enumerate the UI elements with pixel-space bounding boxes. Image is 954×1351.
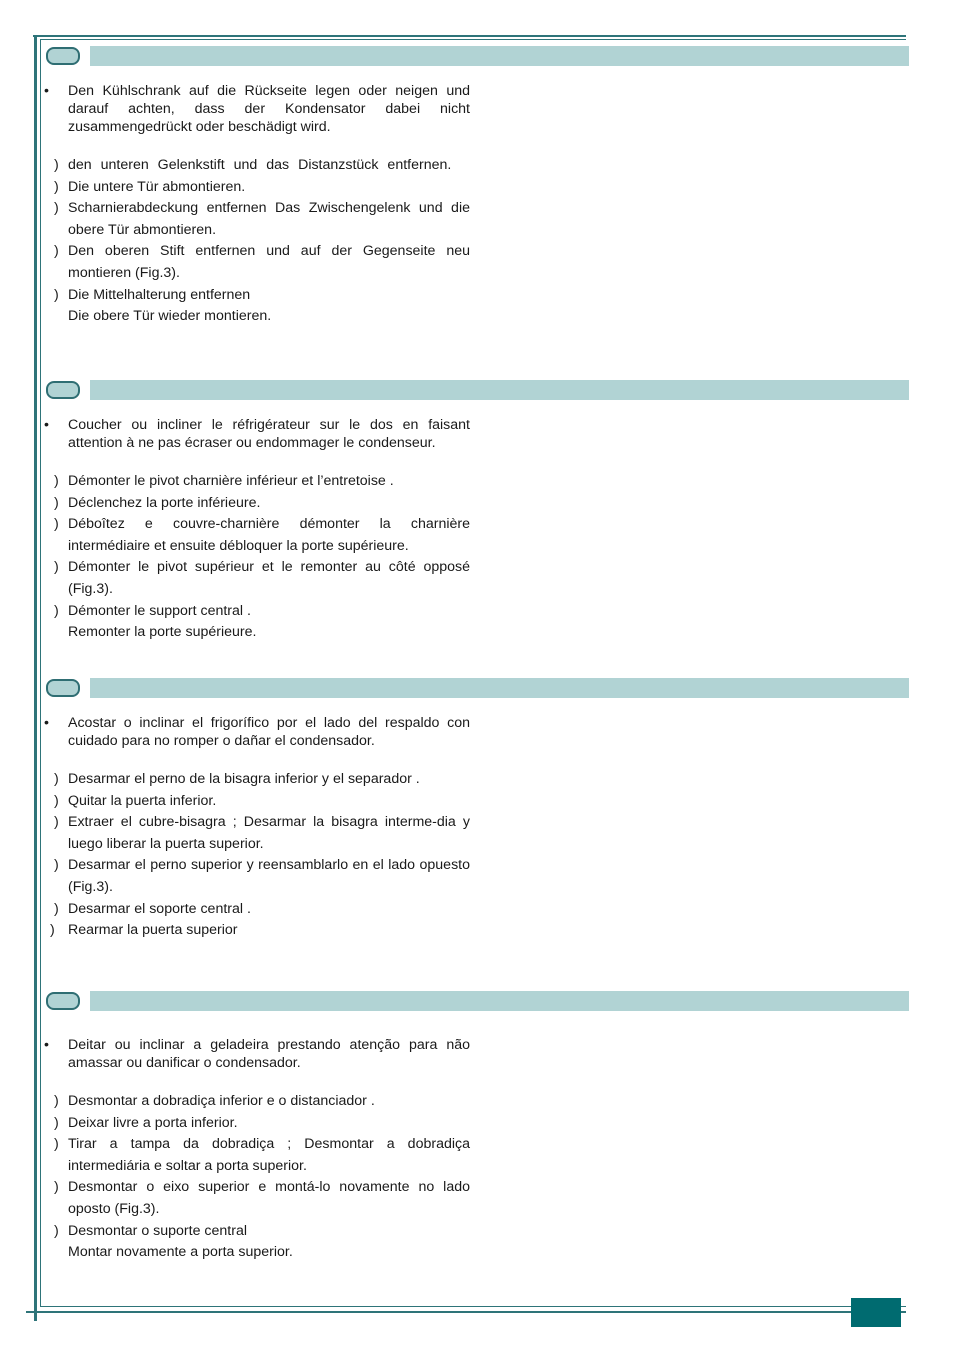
step-paren: ) xyxy=(50,922,55,939)
bullet: • xyxy=(44,83,49,99)
intro-paragraph xyxy=(44,82,470,136)
language-badge xyxy=(46,992,80,1010)
section-portuguese xyxy=(44,990,909,1264)
step-paren: ) xyxy=(54,243,59,260)
step-item xyxy=(44,899,470,921)
step-paren: ) xyxy=(54,157,59,173)
steps-list xyxy=(44,769,470,942)
top-rule-inner xyxy=(40,39,906,40)
step-paren: ) xyxy=(54,602,59,619)
step-text: Die untere Tür abmontieren. xyxy=(68,178,246,195)
step-item xyxy=(44,155,470,177)
step-item xyxy=(44,791,470,813)
left-rule-inner xyxy=(40,39,41,1307)
intro-text: Acostar o inclinar el frigorífico por el lado del respaldo con cuidado para no romper o dañar el condensador. xyxy=(68,715,470,749)
step-paren: ) xyxy=(54,771,59,787)
steps-list xyxy=(44,471,470,644)
step-paren: ) xyxy=(54,286,59,303)
language-badge xyxy=(46,381,80,399)
step-text: Die obere Tür wieder montieren. xyxy=(68,308,272,325)
step-text: Deixar livre a porta inferior. xyxy=(68,1114,238,1131)
language-badge xyxy=(46,47,80,65)
section-header xyxy=(44,990,909,1012)
step-text: Scharnierabdeckung entfernen Das Zwischengelenk und die obere Tür abmontieren. xyxy=(68,200,470,238)
step-item xyxy=(44,471,470,493)
top-rule xyxy=(33,35,906,37)
step-item xyxy=(44,1177,470,1220)
section-title-bar xyxy=(90,46,909,66)
step-item xyxy=(44,920,470,942)
intro-paragraph xyxy=(44,1036,470,1072)
step-paren: ) xyxy=(54,516,59,533)
step-text: Tirar a tampa da dobradiça ; Desmontar a dobradiça intermediária e soltar a porta superior. xyxy=(68,1136,470,1174)
step-text: Desarmar el soporte central . xyxy=(68,900,251,917)
steps-list xyxy=(44,1091,470,1264)
step-text: Den oberen Stift entfernen und auf der Gegenseite neu montieren (Fig.3). xyxy=(68,243,470,281)
page-number-box xyxy=(851,1298,901,1327)
step-text: Extraer el cubre-bisagra ; Desarmar la bisagra interme-dia y luego liberar la puerta superior. xyxy=(68,814,470,852)
bottom-rule-inner xyxy=(40,1306,906,1307)
step-text: Rearmar la puerta superior xyxy=(68,922,238,939)
step-item xyxy=(44,1113,470,1135)
section-header xyxy=(44,677,909,699)
step-item xyxy=(44,514,470,557)
step-text: Déclenchez la porte inférieure. xyxy=(68,494,261,511)
step-item xyxy=(44,855,470,898)
step-item xyxy=(44,285,470,307)
step-item xyxy=(44,622,470,644)
step-item xyxy=(44,812,470,855)
step-item xyxy=(44,177,470,199)
step-paren: ) xyxy=(54,1222,59,1239)
bullet: • xyxy=(44,715,49,731)
step-text: Démonter le pivot supérieur et le remonter au côté opposé (Fig.3). xyxy=(68,559,470,597)
step-paren: ) xyxy=(54,1114,59,1131)
step-paren: ) xyxy=(54,1179,59,1196)
step-text: Quitar la puerta inferior. xyxy=(68,792,217,809)
step-item xyxy=(44,1242,470,1264)
step-text: Die Mittelhalterung entfernen xyxy=(68,286,251,303)
step-paren: ) xyxy=(54,494,59,511)
step-item xyxy=(44,306,470,328)
step-text: Desmontar o suporte central xyxy=(68,1222,248,1239)
steps-list xyxy=(44,155,470,328)
step-item xyxy=(44,769,470,791)
step-text: Déboîtez e couvre-charnière démonter la charnière intermédiaire et ensuite débloquer la porte supérieure. xyxy=(68,516,470,554)
step-text: Desmontar a dobradiça inferior e o distanciador . xyxy=(68,1093,375,1109)
step-paren: ) xyxy=(54,900,59,917)
step-item xyxy=(44,1134,470,1177)
section-header xyxy=(44,45,909,67)
step-text: Desarmar el perno superior y reensamblarlo en el lado opuesto (Fig.3). xyxy=(68,857,470,895)
step-paren: ) xyxy=(54,792,59,809)
section-header xyxy=(44,379,909,401)
step-item xyxy=(44,1091,470,1113)
step-item xyxy=(44,557,470,600)
left-rule xyxy=(34,37,37,1321)
step-paren: ) xyxy=(54,178,59,195)
bottom-rule xyxy=(26,1311,906,1313)
section-german xyxy=(44,45,909,328)
step-item xyxy=(44,241,470,284)
language-badge xyxy=(46,679,80,697)
step-text: Desarmar el perno de la bisagra inferior y el separador . xyxy=(68,771,420,787)
step-text: Remonter la porte supérieure. xyxy=(68,624,257,641)
step-text: Démonter le support central . xyxy=(68,602,251,619)
intro-paragraph xyxy=(44,416,470,452)
section-spanish xyxy=(44,677,909,942)
step-paren: ) xyxy=(54,559,59,576)
step-text: Montar novamente a porta superior. xyxy=(68,1244,293,1261)
step-item xyxy=(44,493,470,515)
intro-paragraph xyxy=(44,714,470,750)
section-title-bar xyxy=(90,991,909,1011)
section-title-bar xyxy=(90,678,909,698)
step-paren: ) xyxy=(54,1136,59,1153)
step-item xyxy=(44,601,470,623)
bullet: • xyxy=(44,417,49,433)
step-item xyxy=(44,1221,470,1243)
step-text: Démonter le pivot charnière inférieur et l’entretoise . xyxy=(68,473,394,489)
intro-text: Coucher ou incliner le réfrigérateur sur le dos en faisant attention à ne pas écraser ou endommager le condenseur. xyxy=(68,417,470,451)
step-text: den unteren Gelenkstift und das Distanzstück entfernen. xyxy=(68,157,452,173)
intro-text: Den Kühlschrank auf die Rückseite legen oder neigen und darauf achten, dass der Kondensator dabei nicht zusammengedrückt oder beschädigt wird. xyxy=(68,83,470,135)
step-paren: ) xyxy=(54,814,59,831)
step-paren: ) xyxy=(54,473,59,489)
section-title-bar xyxy=(90,380,909,400)
intro-text: Deitar ou inclinar a geladeira prestando atenção para não amassar ou danificar o condensador. xyxy=(68,1037,470,1071)
step-paren: ) xyxy=(54,1093,59,1109)
section-french xyxy=(44,379,909,644)
step-paren: ) xyxy=(54,857,59,874)
bullet: • xyxy=(44,1037,49,1053)
step-item xyxy=(44,198,470,241)
step-text: Desmontar o eixo superior e montá-lo novamente no lado oposto (Fig.3). xyxy=(68,1179,470,1217)
step-paren: ) xyxy=(54,200,59,217)
